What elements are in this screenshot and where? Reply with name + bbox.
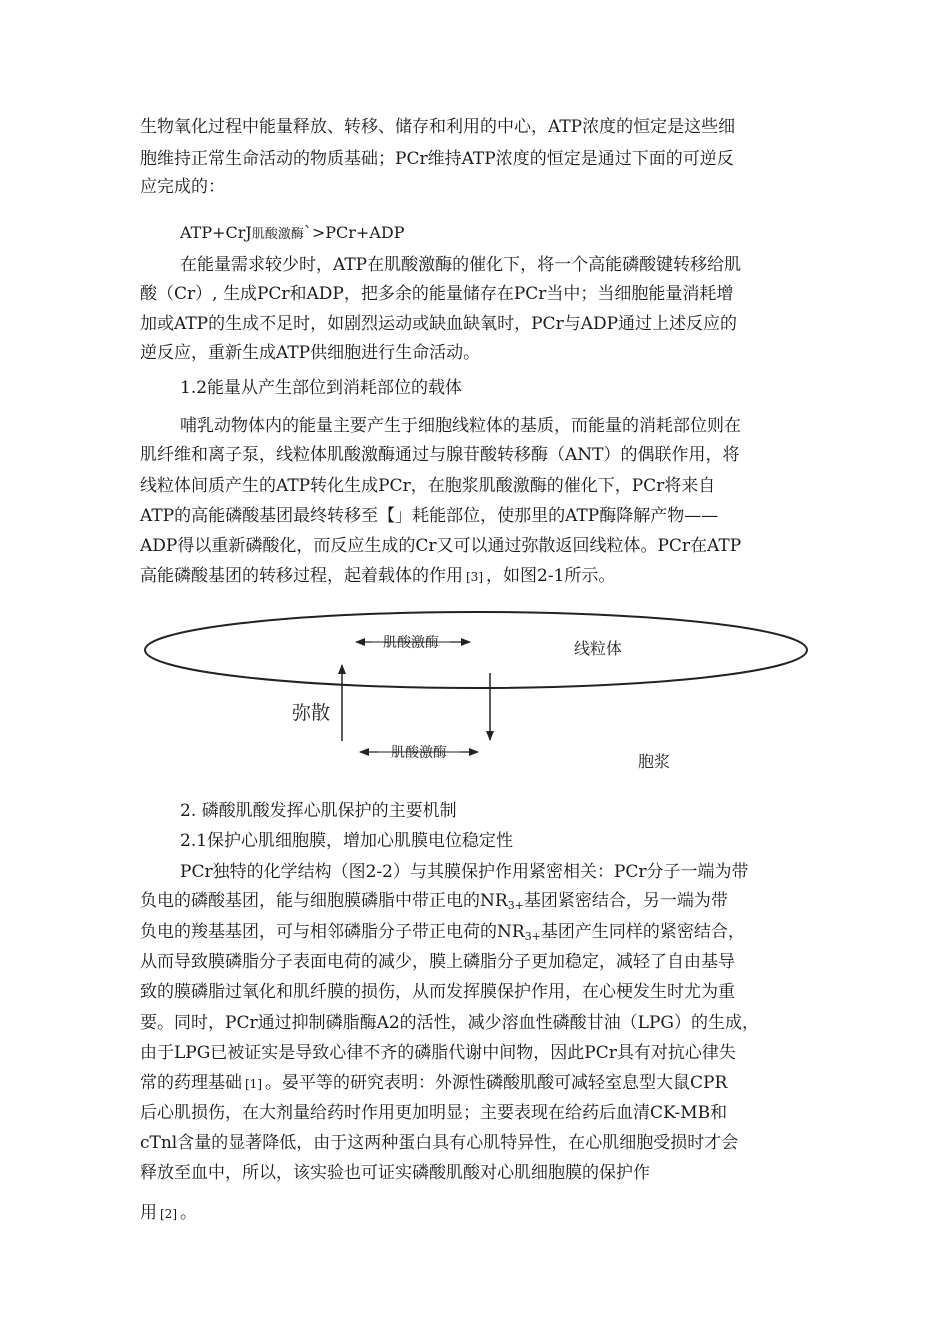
para4-line3-tail: 基团产生同样的紧密结合， [540,922,745,942]
equation-right: `>PCr+ADP [303,223,405,242]
mitochondrion-ellipse [145,612,807,688]
para4-line11: 释放至血中，所以，该实验也可证实磷酸肌酸对心肌细胞膜的保护作 [140,1163,650,1183]
para4-line3 [140,924,745,942]
para4-line2-text: 负电的磷酸基团，能与细胞膜磷脂中带正电的NR [140,891,508,911]
para3-line6-tail: ，如图2-1所示。 [486,566,616,586]
cytoplasm-label: 胞浆 [638,752,671,771]
para2-line3: 加或ATP的生成不足时，如剧烈运动或缺血缺氧时，PCr与ADP通过上述反应的 [140,314,738,334]
citation-3: [3] [466,570,483,584]
para4-line4: 从而导致膜磷脂分子表面电荷的减少，膜上磷脂分子更加稳定，减轻了自由基导 [140,952,735,972]
para4-line9: 后心肌损伤，在大剂量给药时作用更加明显；主要表现在给药后血清CK-MB和 [140,1103,728,1123]
top-enzyme-label: 肌酸激酶 [383,635,439,651]
diffusion-label: 弥散 [292,702,331,724]
para3-line1: 哺乳动物体内的能量主要产生于细胞线粒体的基质，而能量的消耗部位则在 [180,416,741,436]
section-heading-2-1: 2.1保护心肌细胞膜，增加心肌膜电位稳定性 [180,831,514,851]
para3-line3: 线粒体间质产生的ATP转化生成PCr，在胞浆肌酸激酶的催化下，PCr将来自 [140,476,716,496]
para3-line5: ADP得以重新磷酸化，而反应生成的Cr又可以通过弥散返回线粒体。PCr在ATP [140,536,742,556]
para2-line1: 在能量需求较少时，ATP在肌酸激酶的催化下，将一个高能磷酸键转移给肌 [180,255,742,275]
para4-line10: cTnl含量的显著降低，由于这两种蛋白具有心肌特异性，在心肌细胞受损时才会 [140,1133,739,1153]
para4-line2 [140,893,728,911]
para4-line8-tail: 。晏平等的研究表明：外源性磷酸肌酸可减轻室息型大鼠CPR [265,1073,728,1093]
para4-line8-text: 常的药理基础 [140,1073,242,1093]
para4-line1: PCr独特的化学结构（图2-2）与其膜保护作用紧密相关：PCr分子一端为带 [180,862,749,882]
para4-line5: 致的膜磷脂过氧化和肌纤膜的损伤，从而发挥膜保护作用，在心梗发生时尤为重 [140,982,735,1002]
para4-line2-tail: 基团紧密结合，另一端为带 [523,891,728,911]
citation-1: [1] [245,1077,262,1091]
equation-enzyme: 肌酸激酶 [251,227,304,242]
section-heading-1-2: 1.2能量从产生部位到消耗部位的载体 [180,378,463,398]
para4-line3-text: 负电的羧基基团，可与相邻磷脂分子带正电荷的NR [140,922,525,942]
para1-line2: 胞维持正常生命活动的物质基础；PCr维持ATP浓度的恒定是通过下面的可逆反 [140,149,734,169]
nr3-subscript: 3+ [524,930,541,943]
citation-2: [2] [160,1207,177,1221]
mitochondrion-label: 线粒体 [574,639,623,658]
bottom-enzyme-label: 肌酸激酶 [391,745,447,761]
equation-left: ATP+CrJ [180,223,252,242]
para1-line1: 生物氧化过程中能量释放、转移、储存和利用的中心，ATP浓度的恒定是这些细 [140,117,736,137]
para4-line6: 要。同时，PCr通过抑制磷脂酶A2的活性，减少溶血性磷酸甘油（LPG）的生成， [140,1013,759,1033]
section-heading-2: 2. 磷酸肌酸发挥心肌保护的主要机制 [180,801,457,821]
para3-line4: ATP的高能磷酸基团最终转移至【」耗能部位，使那里的ATP酶降解产物—— [140,506,719,526]
para2-line2: 酸（Cr）, 生成PCr和ADP，把多余的能量储存在PCr当中；当细胞能量消耗增 [140,284,734,304]
para2-line4: 逆反应，重新生成ATP供细胞进行生命活动。 [140,343,481,363]
para4-line12 [140,1205,197,1222]
para4-line7: 由于LPG已被证实是导致心律不齐的磷脂代谢中间物，因此PCr具有对抗心律失 [140,1043,736,1063]
para4-line12-text: 用 [140,1203,157,1223]
para4-line12-tail: 。 [180,1203,197,1223]
para4-line8 [140,1075,727,1092]
para3-line6-text: 高能磷酸基团的转移过程，起着载体的作用 [140,566,463,586]
para3-line2: 肌纤维和离子泵，线粒体肌酸激酶通过与腺苷酸转移酶（ANT）的偶联作用，将 [140,445,740,465]
para1-line3: 应完成的： [140,177,225,197]
nr3-subscript: 3+ [507,899,524,912]
